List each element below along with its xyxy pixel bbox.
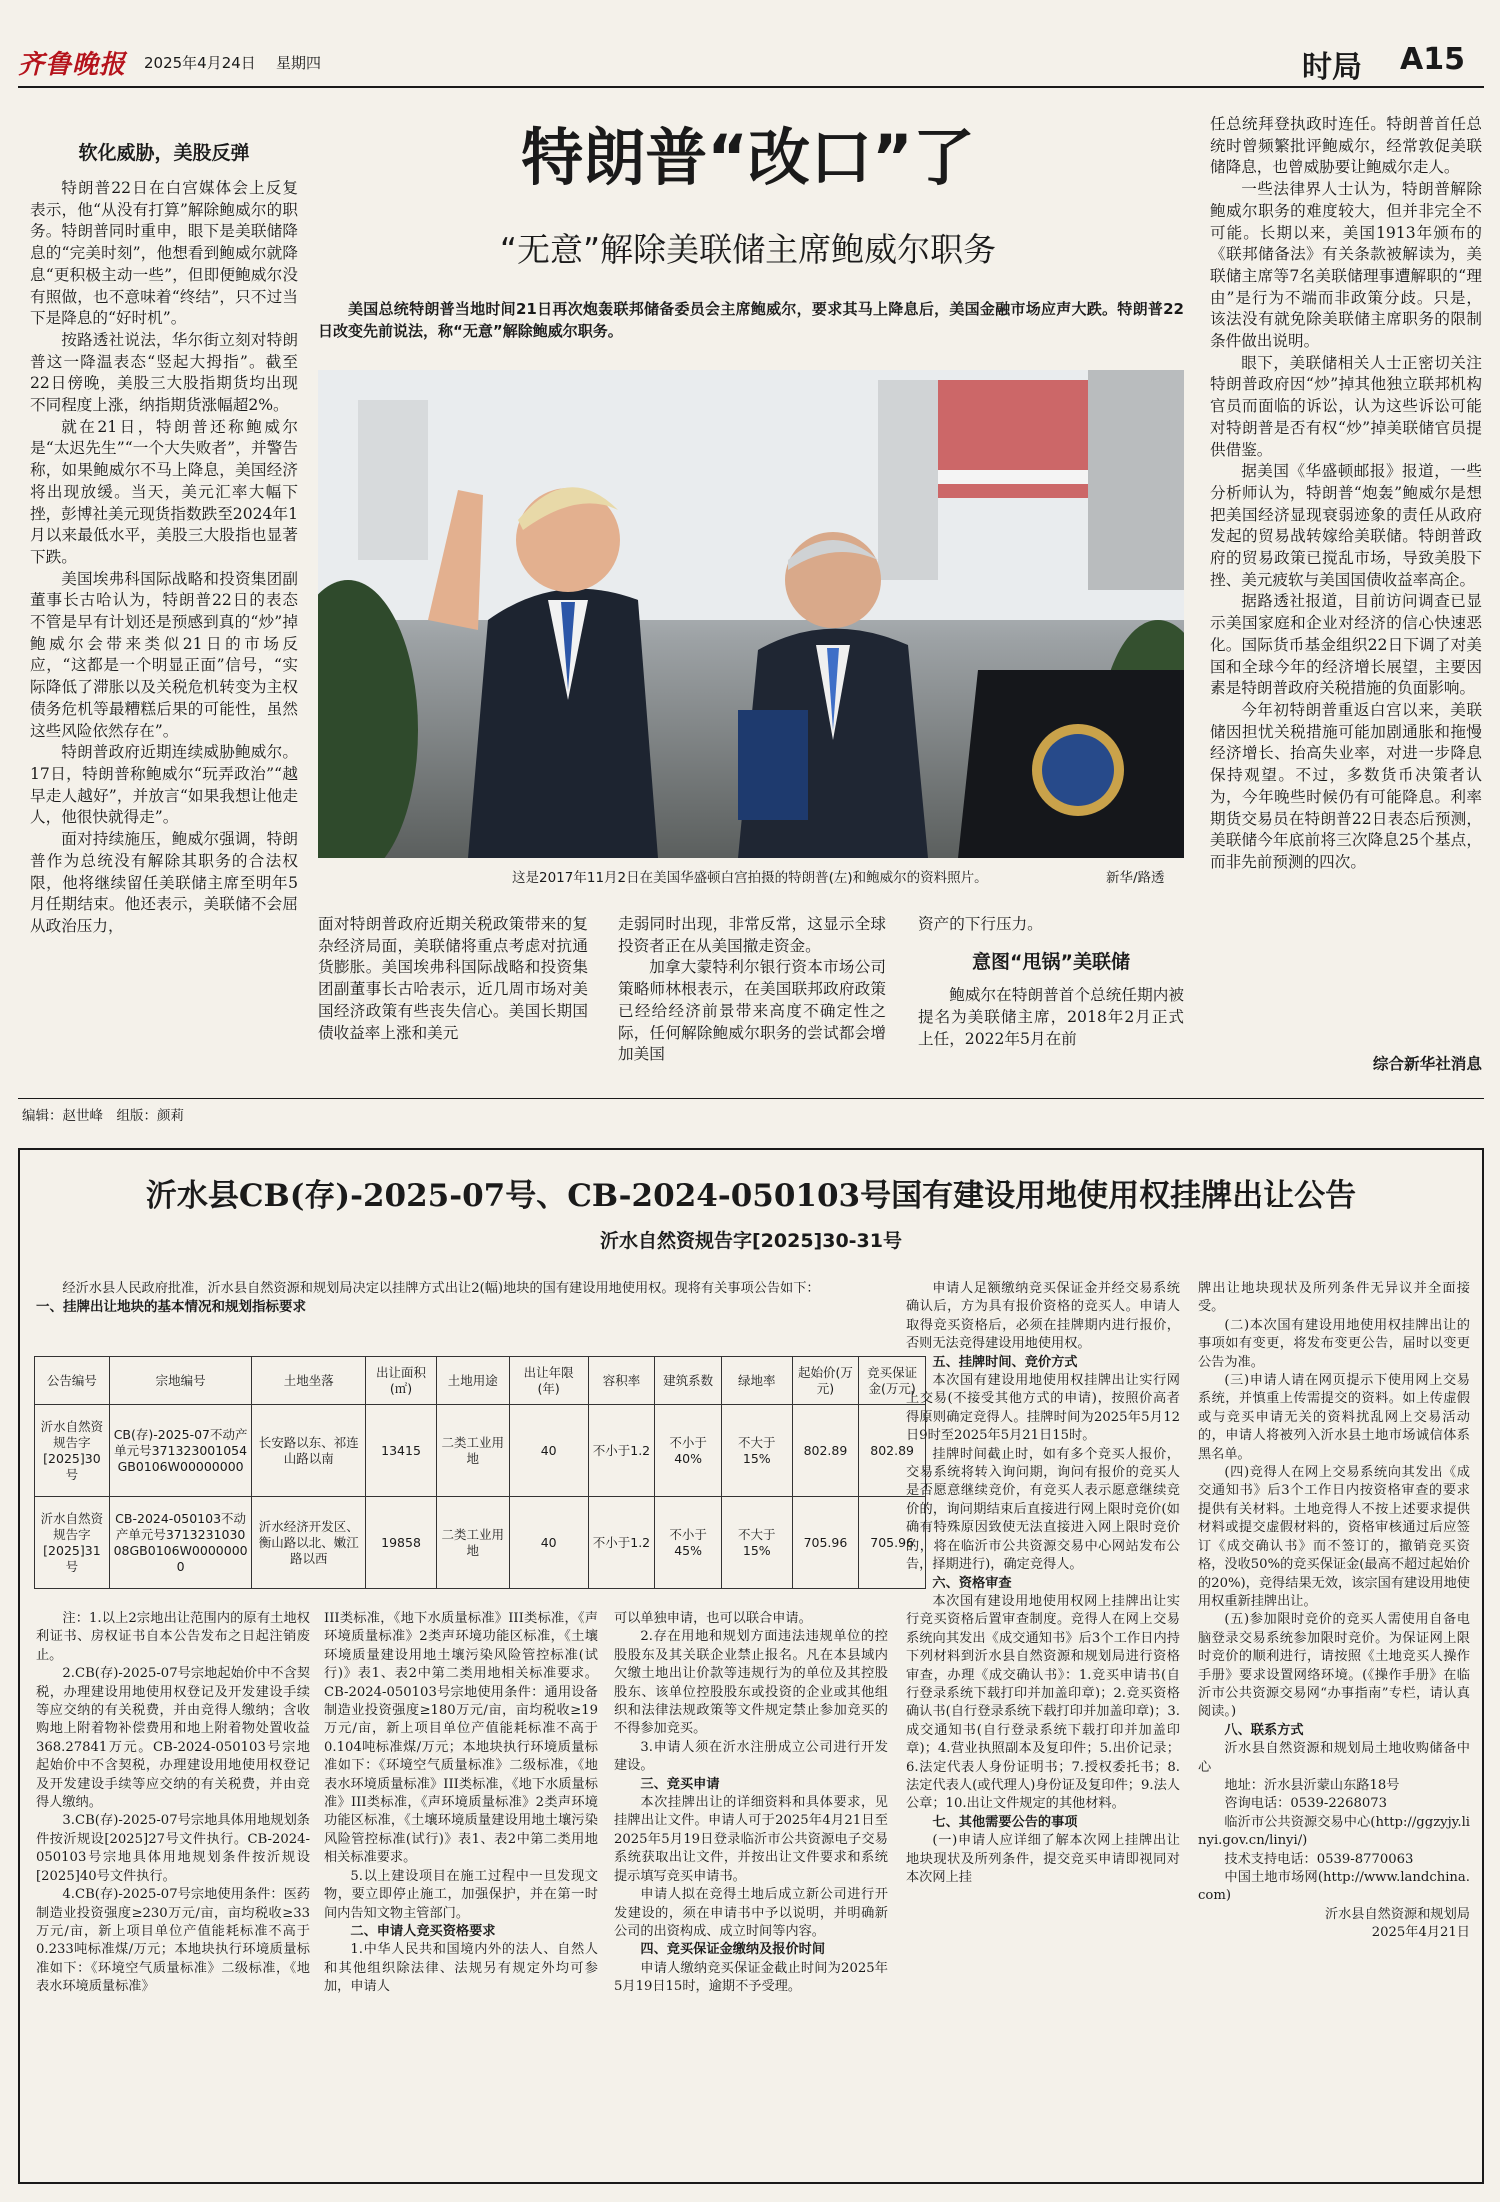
table-header: 建筑系数 — [655, 1357, 722, 1405]
table-cell: 不大于15% — [721, 1405, 792, 1497]
table-cell: 不大于15% — [721, 1497, 792, 1589]
table-cell: 沂水自然资规告字[2025]31号 — [35, 1497, 110, 1589]
byline: 综合新华社消息 — [1372, 1055, 1482, 1073]
masthead — [18, 40, 1484, 85]
paragraph: (四)竞得人在网上交易系统向其发出《成交通知书》后3个工作日内按资格审查的要求提供有关材料。土地竞得人不按上述要求提供材料或提交虚假材料的，资格审核通过后应签订《成交确认书》而不签订的，撤销竞买资格，没收50%的竞买保证金(最高不超过起始价的20%)，竞得结果无效，该宗国有建设用地使用权重新挂牌出让。 — [1198, 1465, 1470, 1609]
headline: 特朗普“改口”了 — [521, 121, 975, 194]
paragraph: 挂牌时间截止时，如有多个竞买人报价，交易系统将转入询问期，询问有报价的竞买人是否愿意继续竞价，有竞买人表示愿意继续竞价的，询问期结束后直接进行网上限时竞价(如确有特殊原因致使无法直接进入网上限时竞价的，将在临沂市公共资源交易中心网站发布公告，择期进行)，确定竞得人。 — [906, 1446, 1180, 1573]
table-header: 公告编号 — [35, 1357, 110, 1405]
paragraph: (五)参加限时竞价的竞买人需使用自备电脑登录交易系统参加限时竞价。为保证网上限时竞价的顺利进行，请按照《土地竞买人操作手册》要求设置网络环境。(《操作手册》在临沂市公共资源交易网“办事指南”专栏，请认真阅读。) — [1198, 1612, 1470, 1720]
paragraph: 据美国《华盛顿邮报》报道，一些分析师认为，特朗普“炮轰”鲍威尔是想把美国经济显现衰弱迹象的责任从政府发起的贸易战转嫁给美联储。特朗普政府的贸易政策已搅乱市场，导致美股下挫、美元疲软与美国国债收益率高企。 — [1210, 462, 1482, 589]
paragraph: 3.申请人须在沂水注册成立公司进行开发建设。 — [614, 1739, 888, 1774]
paragraph: 今年初特朗普重返白宫以来，美联储因担忧关税措施可能加剧通胀和拖慢经济增长、抬高失业率，对进一步降息保持观望。不过，多数货币决策者认为，今年晚些时候仍有可能降息。利率期货交易员在特朗普22日表态后预测，美联储今年底前将三次降息25个基点，而非先前预测的四次。 — [1210, 700, 1482, 871]
notice-issuer: 沂水县自然资源和规划局 — [1324, 1906, 1470, 1922]
land-table — [34, 1356, 926, 1589]
paragraph: III类标准，《地下水质量标准》III类标准，《声环境质量标准》2类声环境功能区标准，《土壤环境质量建设用地土壤污染风险管控标准(试行)》表1、表2中第二类用地相关标准要求。CB-2024-050103号宗地使用条件：通用设备制造业投资强度≥180万元/亩，亩均税收≥19万元/亩，新上项目单位产值能耗标准不高于0.104吨标准煤/万元；本地块执行环境质量标准如下：《环境空气质量标准》二级标准，《地表水环境质量标准》III类标准，《地下水质量标准》III类标准，《声环境质量标准》2类声环境功能区标准，《土壤环境质量建设用地土壤污染风险管控标准(试行)》表1、表2中第二类用地相关标准要求。 — [324, 1611, 598, 1866]
paragraph: 1.中华人民共和国境内外的法人、自然人和其他组织除法律、法规另有规定外均可参加，申请人 — [324, 1942, 598, 1995]
table-cell: 802.89 — [859, 1405, 926, 1497]
paper-logo: 齐鲁晚报 — [18, 50, 127, 80]
table-cell: 40 — [509, 1405, 588, 1497]
news-photo — [318, 370, 1184, 858]
notice-intro — [36, 1280, 926, 1317]
photo-credit: 新华/路透 — [1106, 870, 1165, 886]
table-header: 土地坐落 — [252, 1357, 366, 1405]
table-header: 竞买保证金(万元) — [859, 1357, 926, 1405]
table-cell: 不小于45% — [655, 1497, 722, 1589]
table-header: 出让面积(㎡) — [366, 1357, 437, 1405]
photo-illustration — [318, 370, 1184, 858]
paragraph: 中国土地市场网(http://www.landchina.com) — [1198, 1870, 1470, 1904]
col1-heading: 软化威胁，美股反弹 — [78, 142, 250, 164]
paragraph: 4.CB(存)-2025-07号宗地使用条件：医药制造业投资强度≥230万元/亩，亩均税收≥33万元/亩，新上项目单位产值能耗标准不高于0.233吨标准煤/万元；本地块执行环境质量标准如下：《环境空气质量标准》二级标准，《地表水环境质量标准》 — [36, 1887, 310, 1995]
table-header: 出让年限(年) — [509, 1357, 588, 1405]
notice-title: 沂水县CB(存)-2025-07号、CB-2024-050103号国有建设用地使用权挂牌出让公告 — [145, 1178, 1357, 1214]
paragraph: 面对持续施压，鲍威尔强调，特朗普作为总统没有解除其职务的合法权限，他将继续留任美联储主席至明年5月任期结束。他还表示，美联储不会屈从政治压力， — [30, 830, 298, 935]
paragraph: 任总统拜登执政时连任。特朗普首任总统时曾频繁批评鲍威尔，经常敦促美联储降息，也曾威胁要让鲍威尔走人。 — [1210, 115, 1482, 177]
notice-date: 2025年4月21日 — [1371, 1925, 1470, 1941]
paragraph: 申请人拟在竞得土地后成立新公司进行开发建设的，须在申请书中予以说明，并明确新公司的出资构成、成立时间等内容。 — [614, 1887, 888, 1939]
table-header: 绿地率 — [721, 1357, 792, 1405]
section-heading: 四、竞买保证金缴纳及报价时间 — [640, 1942, 826, 1958]
issue-weekday: 星期四 — [276, 54, 322, 72]
article-column-2 — [318, 914, 588, 1074]
notice-doc-number: 沂水自然资规告字[2025]30-31号 — [599, 1230, 902, 1252]
table-cell: 不小于40% — [655, 1405, 722, 1497]
paragraph: 本次挂牌出让的详细资料和具体要求，见挂牌出让文件。申请人可于2025年4月21日至2025年5月19日登录临沂市公共资源电子交易系统获取出让文件，并按出让文件要求和系统提示填写竞买申请书。 — [614, 1795, 888, 1884]
paragraph: (三)申请人请在网页提示下使用网上交易系统，并慎重上传需提交的资料。如上传虚假或与竞买申请无关的资料扰乱网上交易活动的，申请人将被列入沂水县土地市场诚信体系黑名单。 — [1198, 1373, 1470, 1462]
notice-column-4 — [906, 1280, 1180, 2172]
table-header-row — [35, 1357, 926, 1405]
photo-caption: 这是2017年11月2日在美国华盛顿白宫拍摄的特朗普(左)和鲍威尔的资料照片。 — [512, 870, 988, 886]
paragraph: 申请人足额缴纳竞买保证金并经交易系统确认后，方为具有报价资格的竞买人。申请人取得竞买资格后，必须在挂牌期内进行报价，否则无法竞得建设用地使用权。 — [906, 1281, 1180, 1352]
paragraph: 注：1.以上2宗地出让范围内的原有土地权利证书、房权证书自本公告发布之日起注销废止。 — [36, 1611, 310, 1663]
paragraph: 2.存在用地和规划方面违法违规单位的控股股东及其关联企业禁止报名。凡在本县域内欠缴土地出让价款等违规行为的单位及其控股股东、该单位控股股东或投资的企业或其他组织和法律法规政策等文件规定禁止参加竞买的不得参加竞买。 — [614, 1629, 888, 1737]
paragraph: 面对特朗普政府近期关税政策带来的复杂经济局面，美联储将重点考虑对抗通货膨胀。美国埃弗科国际战略和投资集团副董事长古哈表示，近几周市场对美国经济政策有些丧失信心。美国长期国债收益率上涨和美元 — [318, 915, 588, 1042]
table-cell: 705.96 — [792, 1497, 859, 1589]
notice-column-3 — [614, 1610, 888, 2172]
page-number: A15 — [1400, 42, 1465, 77]
table-cell: 不小于1.2 — [588, 1497, 655, 1589]
table-cell: 二类工业用地 — [436, 1497, 509, 1589]
table-header: 容积率 — [588, 1357, 655, 1405]
paragraph: 鲍威尔在特朗普首个总统任期内被提名为美联储主席，2018年2月正式上任，2022年5月在前 — [918, 986, 1184, 1048]
paragraph: 本次国有建设用地使用权网上挂牌出让实行竞买资格后置审查制度。竞得人在网上交易系统向其发出《成交通知书》后3个工作日内持下列材料到沂水县自然资源和规划局进行资格审查，办理《成交确认书》：1.竞买申请书(自行登录系统下载打印并加盖印章)；2.竞买资格确认书(自行登录系统下载打印并加盖印章)；3.成交通知书(自行登录系统下载打印并加盖印章)；4.营业执照副本及复印件；5.出价记录；6.法定代表人身份证明书；7.授权委托书；8.法定代表人(或代理人)身份证及复印件；9.法人公章；10.出让文件规定的其他材料。 — [906, 1593, 1180, 1812]
table-row — [35, 1405, 926, 1497]
paragraph: 可以单独申请，也可以联合申请。 — [614, 1611, 812, 1626]
paragraph: 本次国有建设用地使用权挂牌出让实行网上交易(不接受其他方式的申请)，按照价高者得原则确定竞得人。挂牌时间为2025年5月12日9时至2025年5月21日15时。 — [906, 1373, 1180, 1444]
paragraph: 咨询电话：0539-2268073 — [1224, 1796, 1388, 1812]
table-cell: 19858 — [366, 1497, 437, 1589]
table-header: 宗地编号 — [109, 1357, 252, 1405]
notice-column-5 — [1198, 1280, 1470, 2172]
paragraph: 加拿大蒙特利尔银行资本市场公司策略师林根表示，在美国联邦政府政策已经给经济前景带来高度不确定性之际，任何解除鲍威尔职务的尝试都会增加美国 — [618, 958, 886, 1064]
paragraph: 临沂市公共资源交易中心(http://ggzyjy.linyi.gov.cn/linyi/) — [1198, 1814, 1470, 1849]
section-heading: 三、竞买申请 — [640, 1776, 720, 1792]
table-header: 起始价(万元) — [792, 1357, 859, 1405]
table-cell: 40 — [509, 1497, 588, 1589]
table-cell: 二类工业用地 — [436, 1405, 509, 1497]
paragraph: 地址：沂水县沂蒙山东路18号 — [1224, 1777, 1400, 1793]
notice-column-2 — [324, 1610, 598, 2172]
col4-heading: 意图“甩锅”美联储 — [972, 950, 1130, 973]
section-name: 时局 — [1302, 50, 1362, 85]
section-heading: 二、申请人竞买资格要求 — [350, 1923, 496, 1939]
notice-column-1 — [36, 1610, 310, 2172]
section-heading: 七、其他需要公告的事项 — [932, 1814, 1078, 1830]
paragraph: 5.以上建设项目在施工过程中一旦发现文物，要立即停止施工，加强保护，并在第一时间内告知文物主管部门。 — [324, 1868, 598, 1921]
table-cell: 长安路以东、祁连山路以南 — [252, 1405, 366, 1497]
paragraph: 3.CB(存)-2025-07号宗地具体用地规划条件按沂规设[2025]27号文件执行。CB-2024-050103号宗地具体用地规划条件按沂规设[2025]40号文件执行。 — [36, 1813, 310, 1884]
paragraph: (二)本次国有建设用地使用权挂牌出让的事项如有变更，将发布变更公告，届时以变更公告为准。 — [1198, 1317, 1470, 1370]
table-cell: CB(存)-2025-07不动产单元号371323001054GB0106W00000000 — [109, 1405, 252, 1497]
paragraph: 按路透社说法，华尔街立刻对特朗普这一降温表态“竖起大拇指”。截至22日傍晚，美股三大股指期货均出现不同程度上涨，纳指期货涨幅超2%。 — [30, 330, 298, 415]
table-row — [35, 1497, 926, 1589]
paragraph: 资产的下行压力。 — [918, 915, 1043, 933]
subheadline: “无意”解除美联储主席鲍威尔职务 — [499, 230, 997, 269]
paragraph: 特朗普政府近期连续威胁鲍威尔。17日，特朗普称鲍威尔“玩弄政治”“越早走人越好”，并放言“如果我想让他走人，他很快就得走”。 — [30, 743, 298, 827]
article-bottom-rule — [18, 1098, 1484, 1099]
paragraph: 美国埃弗科国际战略和投资集团副董事长古哈认为，特朗普22日的表态不管是早有计划还是预感到真的“炒”掉鲍威尔会带来类似21日的市场反应，“这都是一个明显正面”信号，“实际降低了滞胀以及关税危机转变为主权债务危机等最糟糕后果的可能性，虽然这些风险依然存在”。 — [30, 569, 298, 740]
article-column-3 — [618, 914, 886, 1074]
table-cell: 沂水经济开发区、衡山路以北、嫩江路以西 — [252, 1497, 366, 1589]
paragraph: 沂水县自然资源和规划局土地收购储备中心 — [1198, 1741, 1470, 1775]
masthead-rule — [18, 86, 1484, 88]
paragraph: 技术支持电话：0539-8770063 — [1224, 1851, 1414, 1867]
paragraph: 眼下，美联储相关人士正密切关注特朗普政府因“炒”掉其他独立联邦机构官员而面临的诉讼，认为这些诉讼可能对特朗普是否有权“炒”掉美联储官员提供借鉴。 — [1210, 353, 1482, 459]
section-heading: 一、挂牌出让地块的基本情况和规划指标要求 — [36, 1299, 306, 1316]
paragraph: 经沂水县人民政府批准，沂水县自然资源和规划局决定以挂牌方式出让2(幅)地块的国有建设用地使用权。现将有关事项公告如下： — [62, 1281, 820, 1296]
section-heading: 八、联系方式 — [1224, 1722, 1304, 1738]
table-cell: 705.96 — [859, 1497, 926, 1589]
paragraph: 就在21日，特朗普还称鲍威尔是“太迟先生”“一个大失败者”，并警告称，如果鲍威尔不马上降息，美国经济将出现放缓。当天，美元汇率大幅下挫，彭博社美元现货指数跌至2024年1月以来最低水平，美股三大股指也显著下跌。 — [30, 417, 298, 566]
table-cell: 13415 — [366, 1405, 437, 1497]
section-heading: 五、挂牌时间、竞价方式 — [932, 1354, 1078, 1370]
table-cell: 沂水自然资规告字[2025]30号 — [35, 1405, 110, 1497]
table-cell: 802.89 — [792, 1405, 859, 1497]
paragraph: 牌出让地块现状及所列条件无异议并全面接受。 — [1198, 1281, 1470, 1315]
section-heading: 六、资格审查 — [932, 1575, 1012, 1591]
table-cell: CB-2024-050103不动产单元号371323103008GB0106W00000000 — [109, 1497, 252, 1589]
article-column-5 — [1210, 114, 1482, 1044]
table-cell: 不小于1.2 — [588, 1405, 655, 1497]
article-column-4 — [918, 914, 1184, 1074]
lead-paragraph: 美国总统特朗普当地时间21日再次炮轰联邦储备委员会主席鲍威尔，要求其马上降息后，美国金融市场应声大跌。特朗普22日改变先前说法，称“无意”解除鲍威尔职务。 — [318, 300, 1184, 340]
table-header: 土地用途 — [436, 1357, 509, 1405]
paragraph: 走弱同时出现，非常反常，这显示全球投资者正在从美国撤走资金。 — [618, 915, 886, 955]
paragraph: 据路透社报道，目前访问调查已显示美国家庭和企业对经济的信心快速恶化。国际货币基金组织22日下调了对美国和全球今年的经济增长展望，主要因素是特朗普政府关税措施的负面影响。 — [1210, 592, 1482, 698]
issue-date: 2025年4月24日 — [144, 54, 256, 72]
paragraph: 一些法律界人士认为，特朗普解除鲍威尔职务的难度较大，但并非完全不可能。长期以来，美国1913年颁布的《联邦储备法》有关条款被解读为，美联储主席等7名美联储理事遭解职的“理由”是行为不端而非政策分歧。只是，该法没有就免除美联储主席职务的限制条件做出说明。 — [1210, 180, 1482, 351]
paragraph: 申请人缴纳竞买保证金截止时间为2025年5月19日15时，逾期不予受理。 — [614, 1960, 888, 1995]
paragraph: 2.CB(存)-2025-07号宗地起始价中不含契税，办理建设用地使用权登记及开发建设手续等应交纳的有关税费，并由竞得人缴纳；含收购地上附着物补偿费用和地上附着物处置收益368.27841万元。CB-2024-050103号宗地起始价中不含契税，办理建设用地使用权登记及开发建设手续等应交纳的有关税费，并由竞得人缴纳。 — [36, 1666, 310, 1811]
editors-credit: 编辑：赵世峰 组版：颜莉 — [22, 1108, 184, 1124]
paragraph: 特朗普22日在白宫媒体会上反复表示，他“从没有打算”解除鲍威尔的职务。特朗普同时重申，眼下是美联储降息的“完美时刻”，他想看到鲍威尔就降息“更积极主动一些”，但即便鲍威尔没有照做，也不意味着“终结”，只不过当下是降息的“好时机”。 — [30, 179, 298, 328]
paragraph: (一)申请人应详细了解本次网上挂牌出让地块现状及所列条件，提交竞买申请即视同对本次网上挂 — [906, 1833, 1180, 1885]
article-column-1 — [30, 178, 298, 1078]
